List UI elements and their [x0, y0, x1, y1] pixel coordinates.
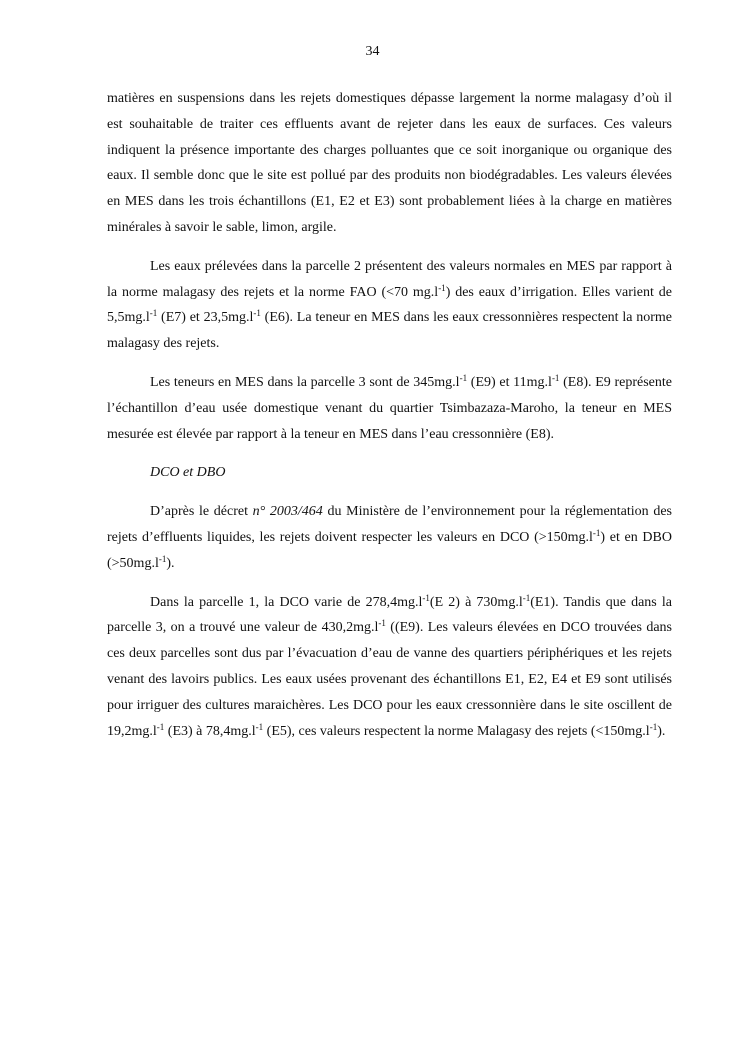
- page-number: 34: [365, 44, 380, 59]
- superscript-exponent: -1: [592, 527, 601, 538]
- paragraph-text: (E1). Tandis que dans la parcelle 3, on a trouvé une valeur de 430,2mg.l: [107, 594, 673, 636]
- document-body: [107, 86, 672, 757]
- paragraph-parcelle-2: [107, 254, 672, 357]
- paragraph-text: ).: [166, 555, 175, 571]
- paragraph-text: (E5), ces valeurs respectent la norme Malagasy des rejets (<150mg.l: [263, 723, 650, 739]
- superscript-exponent: -1: [422, 592, 430, 603]
- superscript-exponent: -1: [158, 553, 167, 564]
- section-heading: DCO et DBO: [150, 465, 226, 481]
- superscript-exponent: -1: [156, 721, 165, 732]
- superscript-exponent: -1: [378, 618, 386, 629]
- paragraph-text: Les eaux prélevées dans la parcelle 2 présentent des valeurs normales en MES par rapport à la norme malagasy des rejets et la norme FAO (<70 mg.l: [107, 258, 672, 300]
- paragraph-text: (E6). La teneur en MES dans les eaux cressonnières respectent la norme malagasy des rejets.: [107, 310, 672, 352]
- paragraph-mes-domestic: [107, 86, 672, 241]
- paragraph-text: ).: [657, 723, 666, 739]
- paragraph-text: Dans la parcelle 1, la DCO varie de 278,4mg.l: [150, 594, 423, 610]
- paragraph-text: ((E9). Les valeurs élevées en DCO trouvées dans ces deux parcelles sont dus par l’évacuation d’eau de vanne des quartiers périphériques et les rejets venant des lavoirs publics. Les eaux usées provenant des échantillons E1, E2, E4 et E9 sont utilisés pour irriguer des cultures maraichères. Les DCO pour les eaux cressonnière dans le site oscillent de 19,2mg.l: [107, 620, 672, 739]
- superscript-exponent: -1: [551, 372, 560, 383]
- paragraph-text: D’après le décret: [150, 504, 253, 520]
- superscript-exponent: -1: [522, 592, 531, 603]
- paragraph-text: ) des eaux d’irrigation. Elles varient de 5,5mg.l: [107, 284, 672, 326]
- superscript-exponent: -1: [255, 721, 264, 732]
- paragraph-parcelle-3: [107, 370, 672, 447]
- paragraph-text: matières en suspensions dans les rejets domestiques dépasse largement la norme malagasy d’où il est souhaitable de traiter ces effluents avant de rejeter dans les eaux de surfaces. Ces valeurs indiquent la présence importante des charges polluantes que ce soit inorganique ou organique des eaux. Il semble donc que le site est pollué par des produits non biodégradables. Les valeurs élevées en MES dans les trois échantillons (E1, E2 et E3) sont probablement liées à la charge en matières minérales à savoir le sable, limon, argile.: [107, 91, 672, 235]
- paragraph-text: du Ministère de l’environnement pour la réglementation des rejets d’effluents liquides, les rejets doivent respecter les valeurs en DCO (>150mg.l: [107, 504, 672, 545]
- paragraph-text: Les teneurs en MES dans la parcelle 3 sont de 345mg.l: [150, 374, 460, 390]
- paragraph-text: (E8). E9 représente l’échantillon d’eau usée domestique venant du quartier Tsimbazaza-Maroho, la teneur en MES mesurée est élevée par rapport à la teneur en MES dans l’eau cressonnière (E8).: [107, 374, 672, 442]
- paragraph-dco-parcelles: [107, 590, 672, 745]
- paragraph-text: (E3) à 78,4mg.l: [164, 723, 256, 739]
- paragraph-text: (E 2) à 730mg.l: [429, 594, 523, 610]
- paragraph-decret: [107, 499, 672, 576]
- decree-number: n° 2003/464: [252, 504, 323, 520]
- paragraph-text: ) et en DBO (>50mg.l: [107, 529, 672, 571]
- paragraph-text: (E7) et 23,5mg.l: [157, 310, 254, 326]
- superscript-exponent: -1: [438, 282, 446, 293]
- superscript-exponent: -1: [253, 308, 261, 319]
- superscript-exponent: -1: [149, 308, 158, 319]
- paragraph-text: (E9) et 11mg.l: [467, 374, 552, 390]
- superscript-exponent: -1: [649, 721, 658, 732]
- superscript-exponent: -1: [459, 372, 468, 383]
